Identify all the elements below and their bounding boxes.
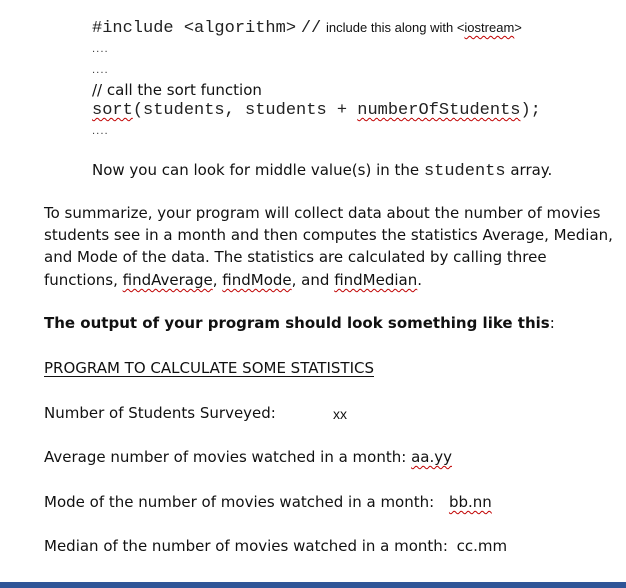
sort-arg-var: numberOfStudents	[357, 101, 521, 120]
median-line	[44, 536, 507, 556]
mode-value: bb.nn	[448, 493, 492, 511]
include-comment-word: iostream	[464, 20, 515, 35]
output-heading: The output of your program should look something like this:	[44, 314, 555, 332]
intro-sentence: Now you can look for middle value(s) in the students array.	[92, 161, 553, 181]
sort-args: (students, students +	[132, 101, 358, 120]
summary-line-4: functions, findAverage, findMode, and findMedian.	[44, 271, 423, 289]
sort-function: sort	[92, 101, 133, 120]
fn-find-median: findMedian	[334, 271, 418, 289]
fn-find-mode: findMode	[222, 271, 292, 289]
summary-line-1: To summarize, your program will collect data about the number of movies	[44, 204, 601, 222]
summary-line-2: students see in a month and then computes the statistics Average, Median,	[44, 226, 613, 244]
students-surveyed-line	[44, 403, 276, 423]
average-line	[44, 447, 452, 467]
students-array-name: students	[423, 162, 506, 181]
average-value: aa.yy	[411, 448, 452, 466]
sort-args-end: );	[520, 101, 541, 120]
students-surveyed-value: xx	[333, 406, 347, 422]
include-comment-text: include this along with <iostream>	[326, 20, 522, 35]
average-label: Average number of movies watched in a month:	[44, 448, 407, 466]
ellipsis-3: ....	[92, 126, 109, 137]
sample-title: PROGRAM TO CALCULATE SOME STATISTICS	[44, 359, 374, 377]
sort-call-line	[92, 99, 541, 121]
include-line	[92, 17, 522, 39]
call-comment: // call the sort function	[92, 81, 262, 99]
fn-find-average: findAverage	[122, 271, 213, 289]
median-label: Median of the number of movies watched in a month:	[44, 537, 448, 555]
include-comment-prefix: //	[300, 19, 322, 38]
summary-line-3: and Mode of the data. The statistics are calculated by calling three	[44, 248, 547, 266]
bottom-bar	[0, 582, 626, 588]
include-directive: #include <algorithm>	[92, 19, 297, 38]
students-surveyed-label: Number of Students Surveyed:	[44, 404, 276, 422]
mode-label: Mode of the number of movies watched in a month:	[44, 493, 435, 511]
median-value: cc.mm	[456, 537, 508, 555]
ellipsis-2: ....	[92, 65, 109, 76]
mode-line	[44, 492, 492, 512]
ellipsis-1: ....	[92, 44, 109, 55]
